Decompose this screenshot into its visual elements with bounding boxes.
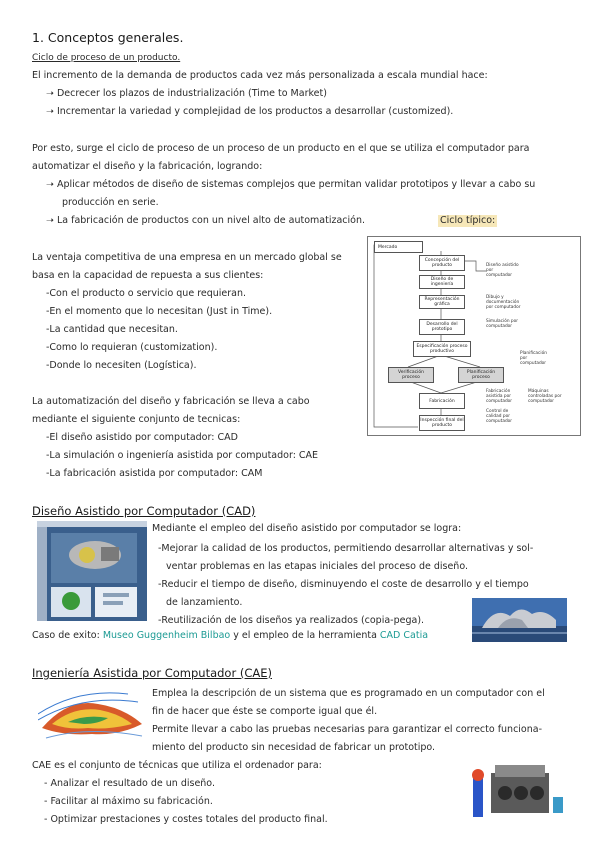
para2-point: ➝ Aplicar métodos de diseño de sistemas complejos que permitan validar prototipos y llevar a cabo su (46, 179, 536, 190)
cae-line: Permite llevar a cabo las pruebas necesarias para garantizar el correcto funciona- (152, 724, 543, 735)
cad-point: -Reducir el tiempo de diseño, disminuyendo el coste de desarrollo y el tiempo (158, 579, 529, 590)
cad-point: de lanzamiento. (166, 597, 243, 608)
cad-intro: Mediante el empleo del diseño asistido por computador se logra: (152, 523, 462, 534)
cae-point: - Analizar el resultado de un diseño. (44, 778, 215, 789)
cycle-label: Ciclo típico: (440, 215, 496, 226)
advantage-line: La ventaja competitiva de una empresa en un mercado global se (32, 252, 342, 263)
guggenheim-link: Museo Guggenheim Bilbao (102, 630, 231, 641)
flow-box-especificacion: Especificación proceso productivo (413, 341, 471, 357)
flow-side-label: Fabricación asistida por computador (486, 389, 513, 404)
flow-box-desarrollo: Desarrollo del prototipo (419, 319, 465, 335)
flow-side-label: Simulación por computador (486, 319, 519, 329)
flow-box-planificacion: Planificación proceso (458, 367, 504, 383)
intro-text: El incremento de la demanda de productos cada vez más personalizada a escala mundial hace: (32, 70, 488, 81)
flow-side-label: Planificación por computador (520, 351, 547, 366)
automation-point: -El diseño asistido por computador: CAD (46, 432, 238, 443)
flow-box-concepcion: Concepción del producto (419, 255, 465, 271)
flow-side-label: Diseño asistido por computador (486, 263, 519, 278)
cae-point: - Optimizar prestaciones y costes totales del producto final. (44, 814, 328, 825)
para2-point: producción en serie. (62, 197, 159, 208)
cae-line: fin de hacer que éste se comporte igual que él. (152, 706, 378, 717)
case-of-success (32, 630, 428, 642)
automation-point: -La simulación o ingeniería asistida por computador: CAE (46, 450, 319, 461)
flow-side-label: Control de calidad por computador (486, 409, 513, 424)
automation-line: La automatización del diseño y fabricación se lleva a cabo (32, 396, 310, 407)
automation-point: -La fabricación asistida por computador: CAM (46, 468, 263, 479)
flow-box-inspeccion: Inspección final del producto (419, 415, 465, 431)
advantage-line: basa en la capacidad de repuesta a sus clientes: (32, 270, 264, 281)
cad-screenshot-image (37, 521, 147, 621)
intro-point: ➝ Decrecer los plazos de industrialización (Time to Market) (46, 88, 327, 99)
guggenheim-photo (472, 598, 567, 642)
flow-side-label: Dibujo y documentación por computador (486, 295, 521, 310)
advantage-point: -Donde lo necesiten (Logística). (46, 360, 197, 371)
guggenheim-drawing (472, 598, 567, 642)
cad-point: ventar problemas en las etapas iniciales del proceso de diseño. (166, 561, 468, 572)
flow-box-diseno: Diseño de ingeniería (419, 275, 465, 289)
cae-simulation-drawing (38, 684, 146, 744)
cae-line: Emplea la descripción de un sistema que es programado en un computador con el (152, 688, 545, 699)
cae-definition: CAE es el conjunto de técnicas que utiliza el ordenador para: (32, 760, 322, 771)
flow-box-representacion: Representación gráfica (419, 295, 465, 309)
advantage-point: -Con el producto o servicio que requieran. (46, 288, 247, 299)
catia-link: CAD Catia (379, 630, 429, 641)
case-middle: y el empleo de la herramienta (233, 630, 377, 641)
cad-screenshot-drawing (37, 521, 147, 621)
para2-line: Por esto, surge el ciclo de proceso de un proceso de un producto en el que se utiliza el computador para (32, 143, 530, 154)
advantage-point: -Como lo requieran (customization). (46, 342, 218, 353)
advantage-point: -En el momento que lo necesitan (Just in Time). (46, 306, 273, 317)
cae-line: miento del producto sin necesidad de fabricar un prototipo. (152, 742, 436, 753)
flow-side-label: Máquinas controladas por computador (528, 389, 562, 404)
para2-point: ➝ La fabricación de productos con un nivel alto de automatización. (46, 215, 366, 226)
para2-line: automatizar el diseño y la fabricación, logrando: (32, 161, 263, 172)
page-title: 1. Conceptos generales. (32, 30, 184, 45)
product-cycle-flowchart (367, 236, 581, 436)
engine-block-drawing (469, 757, 567, 829)
cad-point: -Reutilización de los diseños ya realizados (copia-pega). (158, 615, 425, 626)
cad-point: -Mejorar la calidad de los productos, permitiendo desarrollar alternativas y sol- (158, 543, 534, 554)
automation-line: mediante el siguiente conjunto de tecnicas: (32, 414, 241, 425)
case-prefix: Caso de exito: (32, 630, 100, 641)
flow-box-fabricacion: Fabricación (419, 393, 465, 409)
cae-point: - Facilitar al máximo su fabricación. (44, 796, 213, 807)
flowchart-connectors (368, 237, 580, 435)
advantage-point: -La cantidad que necesitan. (46, 324, 178, 335)
cycle-subtitle: Ciclo de proceso de un producto. (32, 53, 181, 63)
cae-section-title: Ingeniería Asistida por Computador (CAE) (32, 666, 272, 680)
cad-section-title: Diseño Asistido por Computador (CAD) (32, 504, 256, 518)
flow-box-mercado: Mercado (374, 241, 423, 253)
cae-simulation-image (38, 684, 146, 744)
intro-point: ➝ Incrementar la variedad y complejidad de los productos a desarrollar (customized). (46, 106, 454, 117)
flow-box-verificacion: Verificación proceso (388, 367, 434, 383)
engine-block-image (469, 757, 567, 829)
